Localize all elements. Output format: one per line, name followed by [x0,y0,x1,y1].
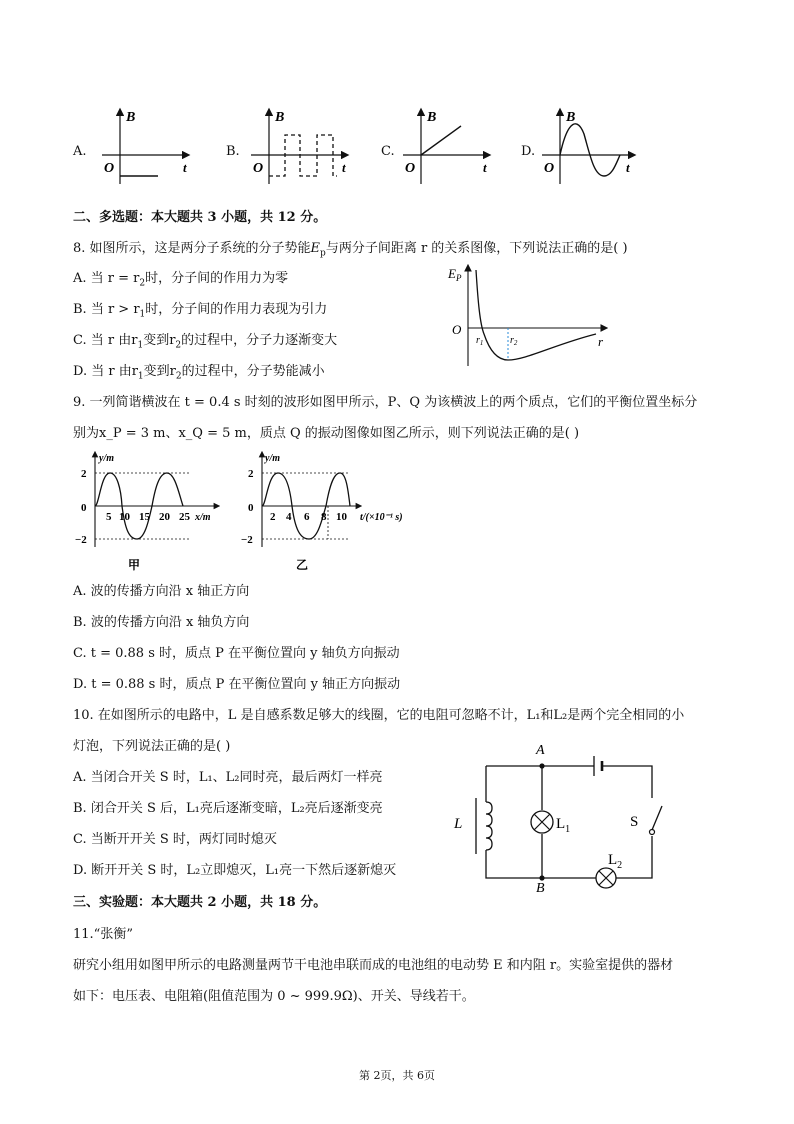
q8-graph-ep: $E_P$ [448,266,462,283]
q8-stem: 8. 如图所示，这是两分子系统的分子势能$E_p$与两分子间距离 r 的关系图像，下列说法正确的是( ) [73,241,628,259]
yi-xlabel: t/(×10⁻¹ s) [360,512,403,523]
yi-xtick-2: 2 [270,511,276,523]
q9-option-d: D. t = 0.88 s 时，质点 P 在平衡位置向 y 轴正方向振动 [73,677,401,692]
q8-option-a: A. 当 $r = r_2$时，分子间的作用力为零 [73,271,289,289]
circuit-a: A [536,743,545,758]
q8-graph-r2: $r_2$ [510,335,518,347]
graph-a-b: B [126,110,136,125]
circuit-l2: $L_2$ [608,852,623,871]
q8-stem-a: 8. 如图所示，这是两分子系统的分子势能 [73,241,311,256]
graph-b-t: t [342,160,346,175]
q10-option-c: C. 当断开开关 S 时，两灯同时熄灭 [73,832,277,847]
jia-caption: 甲 [128,558,141,572]
yi-ylabel: y/m [265,453,280,464]
q8-graph-r1: $r_1$ [476,335,484,347]
q9-fig-yi [232,449,432,574]
graph-d-b: B [566,110,576,125]
q8-stem-b: 与两分子间距离 r 的关系图像，下列说法正确的是( ) [325,241,628,256]
yi-ytick-m2: −2 [241,534,253,546]
q9-option-a: A. 波的传播方向沿 x 轴正方向 [73,584,250,599]
graph-d-t: t [626,160,630,175]
page-footer: 第 2页，共 6页 [359,1069,435,1082]
option-c-label: C. [381,144,395,159]
graph-d-o: O [544,161,555,176]
jia-xtick-10: 10 [119,511,130,523]
option-a-label: A. [73,144,87,159]
jia-xtick-15: 15 [139,511,150,523]
graph-c-b: B [427,110,437,125]
q8-ep-graph [446,262,616,372]
yi-ytick-0: 0 [248,502,254,514]
q8-graph-r: r [598,334,604,349]
graph-b-b: B [275,110,285,125]
graph-c-t: t [483,160,487,175]
jia-xlabel: x/m [195,512,211,523]
jia-ytick-0: 0 [81,502,87,514]
q10-option-a: A. 当闭合开关 S 时，L₁、L₂同时亮，最后两灯一样亮 [73,770,383,785]
q8-graph-o: O [452,322,462,337]
yi-ytick-2: 2 [248,468,254,480]
jia-ylabel: y/m [99,453,114,464]
graph-c-o: O [405,161,416,176]
jia-xtick-5: 5 [106,511,112,523]
q10-option-d: D. 断开开关 S 时，L₂立即熄灭，L₁亮一下然后逐新熄灭 [73,863,397,878]
circuit-b: B [536,881,545,892]
jia-xtick-25: 25 [179,511,190,523]
circuit-l1: $L_1$ [556,816,571,835]
graph-a-t: t [183,160,187,175]
q10-stem-line1: 10. 在如图所示的电路中，L 是自感系数足够大的线圈，它的电阻可忽略不计，L₁和L₂是两个完全相同的小 [73,708,685,723]
jia-ytick-m2: −2 [75,534,87,546]
q11-line2: 如下：电压表、电阻箱(阻值范围为 0 ~ 999.9Ω)、开关、导线若干。 [73,989,475,1004]
yi-xtick-6: 6 [304,511,310,523]
section-3-heading: 三、实验题：本大题共 2 小题，共 18 分。 [73,895,327,910]
q10-circuit [450,740,670,892]
option-b-label: B. [226,144,240,159]
q9-stem-line2: 别为x_P = 3 m、x_Q = 5 m，质点 Q 的振动图像如图乙所示，则下列说法正确的是( ) [73,426,580,441]
yi-xtick-4: 4 [286,511,292,523]
jia-xtick-20: 20 [159,511,170,523]
q9-option-b: B. 波的传播方向沿 x 轴负方向 [73,615,250,630]
graph-a [98,104,198,188]
q8-option-b: B. 当 $r > r_1$时，分子间的作用力表现为引力 [73,302,328,320]
q8-option-d: D. 当 r 由$r_1$变到$r_2$的过程中，分子势能减小 [73,364,325,382]
yi-xtick-10: 10 [336,511,347,523]
section-2-heading: 二、多选题：本大题共 3 小题，共 12 分。 [73,210,327,225]
q8-option-c: C. 当 r 由$r_1$变到$r_2$的过程中，分子力逐渐变大 [73,333,338,351]
q9-option-c: C. t = 0.88 s 时，质点 P 在平衡位置向 y 轴负方向振动 [73,646,400,661]
yi-xtick-8: 8 [321,511,327,523]
graph-c [399,104,499,188]
q7-options-row [0,104,794,194]
q10-option-b: B. 闭合开关 S 后，L₁亮后逐渐变暗，L₂亮后逐渐变亮 [73,801,383,816]
graph-d [538,104,638,188]
graph-b-o: O [253,161,264,176]
q10-stem-line2: 灯泡，下列说法正确的是( ) [73,739,231,754]
q11-line1: 研究小组用如图甲所示的电路测量两节干电池串联而成的电池组的电动势 E 和内阻 r。实验室提供的器材 [73,958,674,973]
q8-ep: E [310,241,321,256]
circuit-l: L [454,816,463,832]
option-d-label: D. [521,144,536,159]
yi-caption: 乙 [296,558,309,572]
jia-ytick-2: 2 [81,468,87,480]
q11-title: 11.“张衡” [73,927,133,942]
q9-stem-line1: 9. 一列简谐横波在 t = 0.4 s 时刻的波形如图甲所示，P、Q 为该横波上的两个质点，它们的平衡位置坐标分 [73,395,698,410]
graph-a-o: O [104,161,115,176]
q9-fig-jia [73,449,233,574]
circuit-s: S [630,814,639,830]
graph-b [247,104,357,188]
